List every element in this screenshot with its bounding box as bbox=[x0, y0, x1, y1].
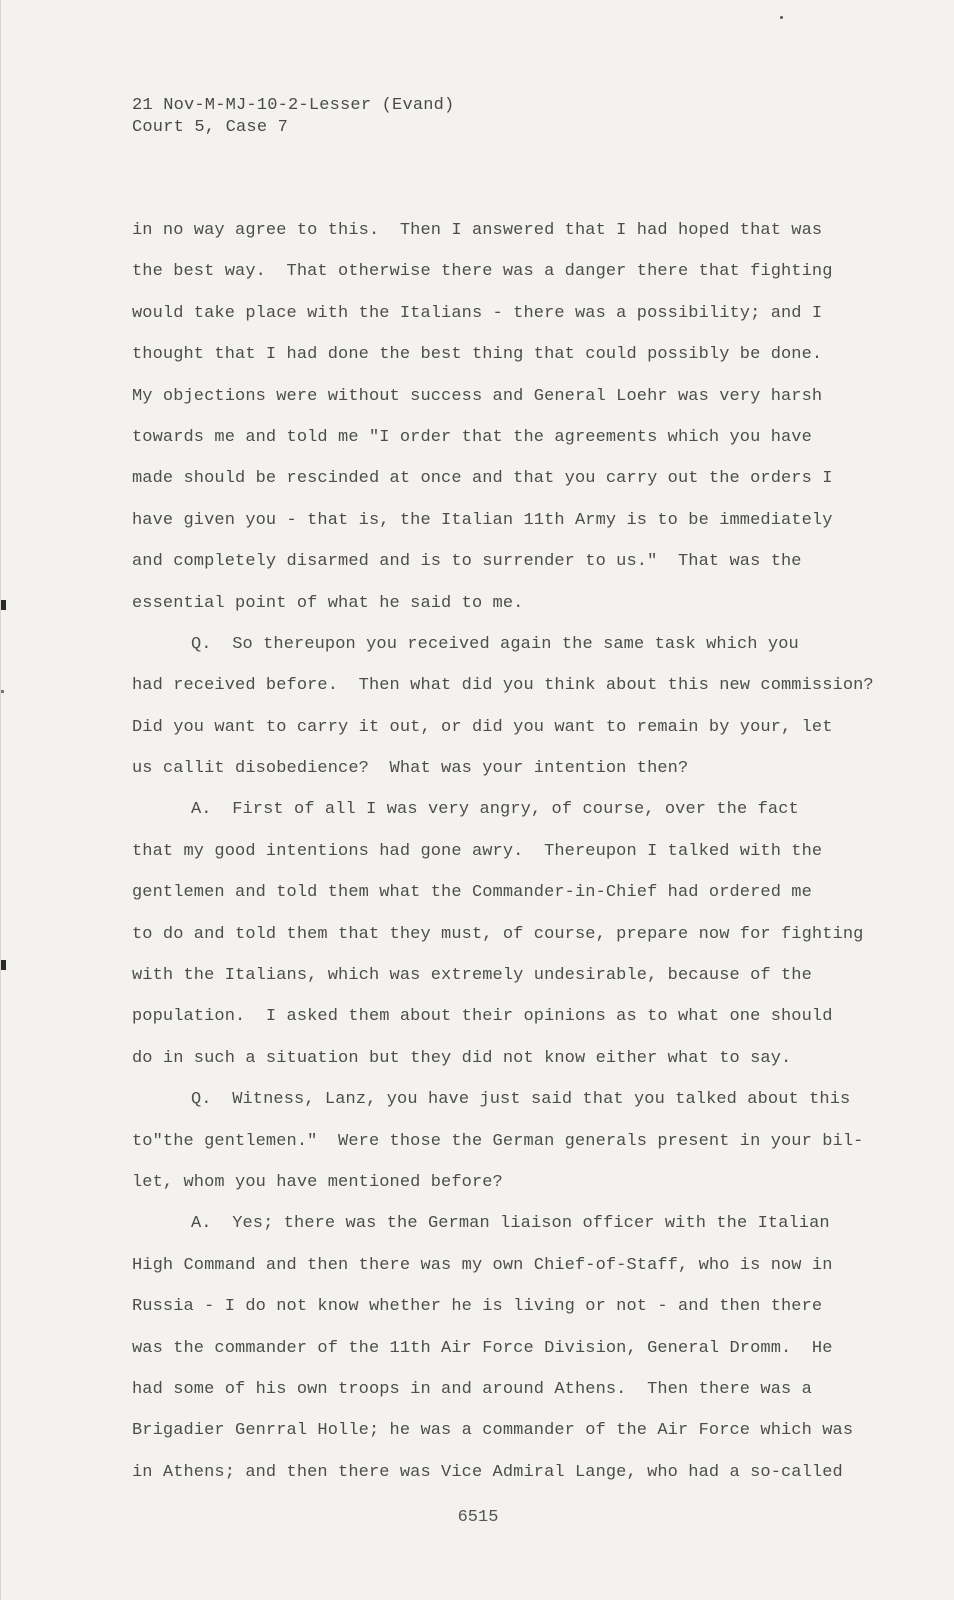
transcript-line: made should be rescinded at once and that you carry out the orders I bbox=[132, 469, 833, 489]
binding-mark bbox=[1, 600, 6, 610]
transcript-line: have given you - that is, the Italian 11th Army is to be immediately bbox=[132, 510, 833, 530]
transcript-line: us callit disobedience? What was your intention then? bbox=[132, 759, 689, 779]
transcript-line: A. Yes; there was the German liaison officer with the Italian bbox=[191, 1214, 830, 1234]
transcript-line: in no way agree to this. Then I answered that I had hoped that was bbox=[132, 221, 823, 240]
transcript-line: in Athens; and then there was Vice Admiral Lange, who had a so-called bbox=[132, 1462, 843, 1482]
transcript-line: gentlemen and told them what the Commander-in-Chief had ordered me bbox=[132, 883, 812, 903]
transcript-line: and completely disarmed and is to surrender to us." That was the bbox=[132, 552, 802, 572]
transcript-line: towards me and told me "I order that the agreements which you have bbox=[132, 427, 812, 447]
transcript-line: do in such a situation but they did not know either what to say. bbox=[132, 1048, 792, 1068]
header-line-2: Court 5, Case 7 bbox=[132, 118, 289, 137]
transcript-line: Brigadier Genrral Holle; he was a commander of the Air Force which was bbox=[132, 1421, 854, 1441]
binding-mark bbox=[1, 960, 6, 970]
transcript-line: thought that I had done the best thing that could possibly be done. bbox=[132, 345, 823, 365]
transcript-body bbox=[132, 218, 892, 1501]
transcript-line: My objections were without success and General Loehr was very harsh bbox=[132, 386, 823, 406]
transcript-line: High Command and then there was my own Chief-of-Staff, who is now in bbox=[132, 1255, 833, 1275]
header-line-1: 21 Nov-M-MJ-10-2-Lesser (Evand) bbox=[132, 96, 455, 115]
transcript-line: the best way. That otherwise there was a danger there that fighting bbox=[132, 262, 833, 282]
transcript-line: to"the gentlemen." Were those the German generals present in your bil- bbox=[132, 1131, 864, 1151]
transcript-line: essential point of what he said to me. bbox=[132, 593, 524, 613]
document-header bbox=[132, 95, 454, 139]
transcript-line: Q. So thereupon you received again the same task which you bbox=[191, 634, 799, 654]
transcript-line: let, whom you have mentioned before? bbox=[132, 1172, 503, 1192]
transcript-line: had received before. Then what did you think about this new commission? bbox=[132, 676, 874, 696]
paper-speck bbox=[780, 16, 783, 19]
transcript-line: Russia - I do not know whether he is living or not - and then there bbox=[132, 1297, 823, 1317]
transcript-line: that my good intentions had gone awry. Thereupon I talked with the bbox=[132, 841, 823, 861]
transcript-line: Q. Witness, Lanz, you have just said that you talked about this bbox=[191, 1090, 851, 1110]
binding-mark bbox=[1, 690, 4, 693]
transcript-line: would take place with the Italians - there was a possibility; and I bbox=[132, 303, 823, 323]
transcript-line: population. I asked them about their opinions as to what one should bbox=[132, 1007, 833, 1027]
transcript-line: with the Italians, which was extremely undesirable, because of the bbox=[132, 966, 812, 986]
transcript-line: to do and told them that they must, of course, prepare now for fighting bbox=[132, 924, 864, 944]
page-number: 6515 bbox=[457, 1508, 499, 1527]
transcript-line: was the commander of the 11th Air Force Division, General Dromm. He bbox=[132, 1338, 833, 1358]
transcript-line: had some of his own troops in and around Athens. Then there was a bbox=[132, 1379, 812, 1399]
transcript-line: Did you want to carry it out, or did you want to remain by your, let bbox=[132, 717, 833, 737]
transcript-line: A. First of all I was very angry, of course, over the fact bbox=[191, 800, 799, 820]
